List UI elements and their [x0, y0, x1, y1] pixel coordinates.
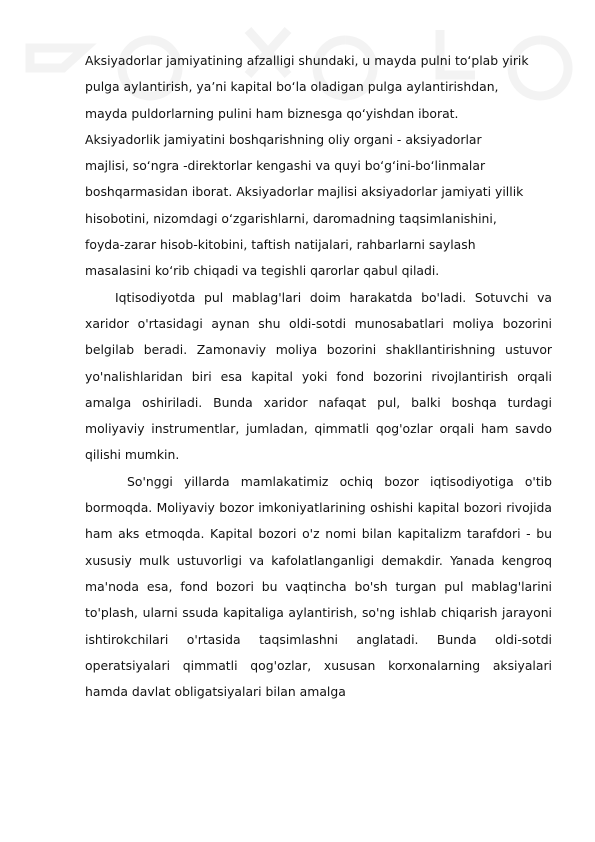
text-line: Aksiyadorlar jamiyatining afzalligi shundaki, u mayda pulni toʻplab yirik: [85, 53, 529, 68]
text-line: boshqarmasidan iborat. Aksiyadorlar majlisi aksiyadorlar jamiyati yillik: [85, 184, 524, 200]
text-line: foyda-zarar hisob-kitobini, taftish natijalari, rahbarlarni saylash: [85, 237, 476, 253]
text-line: pulga aylantirish, yaʼni kapital boʻla oladigan pulga aylantirishdan,: [85, 79, 499, 95]
paragraph-kapital-bozori: So'nggi yillarda mamlakatimiz ochiq bozor iqtisodiyotiga o'tib bormoqda. Moliyaviy bozor imkoniyatlarining oshishi kapital bozori rivojida ham aks etmoqda. Kapital bozori o'z nomi bilan kapitalizm tarafdori - bu xususiy mulk ustuvorligi va kafolatlanganligi demakdir. Yanada kengroq ma'noda esa, fond bozori bu vaqtincha bo'sh turgan pul mablag'larini to'plash, ularni ssuda kapitaliga aylantirish, so'ng ishlab chiqarish jarayoni ishtirokchilari o'rtasida taqsimlashni anglatadi. Bunda oldi-sotdi operatsiyalari qimmatli qog'ozlar, xususan korxonalarning aksiyalari hamda davlat obligatsiyalari bilan amalga: [85, 473, 552, 700]
text-line: hisobotini, nizomdagi oʻzgarishlarni, daromadning taqsimlanishini,: [85, 210, 497, 226]
text-line: majlisi, soʻngra -direktorlar kengashi va quyi boʻgʻini-boʻlinmalar: [85, 158, 486, 174]
text-line: mayda puldorlarning pulini ham biznesga qoʻyishdan iborat.: [85, 105, 459, 121]
paragraph-moliya-bozori: Iqtisodiyotda pul mablag'lari doim harakatda bo'ladi. Sotuvchi va xaridor o'rtasidagi aynan shu oldi-sotdi munosabatlari moliya bozorini belgilab beradi. Zamonaviy moliya bozorini shakllantirishning ustuvor yo'nalishlaridan biri esa kapital yoki fond bozorini rivojlantirish orqali amalga oshiriladi. Bunda xaridor nafaqat pul, balki boshqa turdagi moliyaviy instrumentlar, jumladan, qimmatli qog'ozlar orqali ham savdo qilishi mumkin.: [85, 289, 552, 463]
text-line: masalasini koʻrib chiqadi va tegishli qarorlar qabul qiladi.: [85, 263, 440, 279]
document-body: [85, 48, 552, 705]
paragraph-aksiyadorlar-jamiyati: [85, 48, 552, 285]
text-line: Aksiyadorlik jamiyatini boshqarishning oliy organi - aksiyadorlar: [85, 131, 482, 147]
